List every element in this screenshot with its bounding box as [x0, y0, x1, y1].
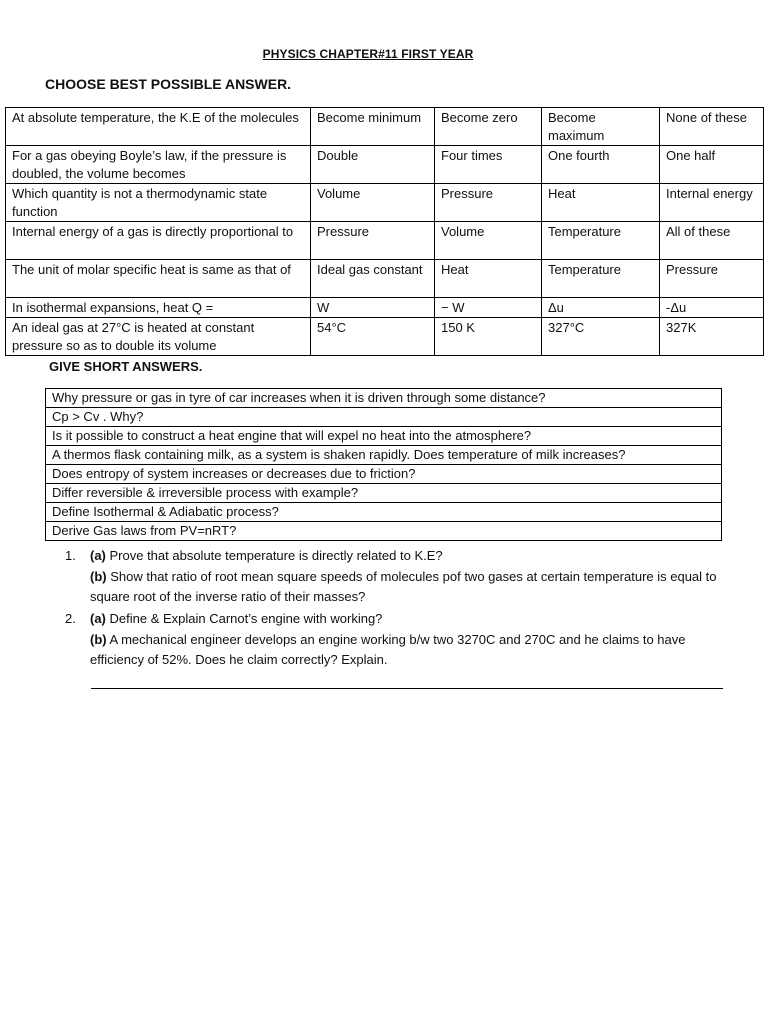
short-question-row: [46, 427, 722, 446]
long-questions-list: [50, 546, 730, 670]
long-question-part: [90, 567, 730, 607]
long-question-part: [90, 546, 730, 566]
short-question-row: [46, 389, 722, 408]
long-question-number: 1.: [65, 548, 76, 563]
mcq-question: At absolute temperature, the K.E of the molecules: [6, 108, 311, 146]
short-answers-table: [45, 388, 722, 541]
part-text: Prove that absolute temperature is directly related to K.E?: [105, 548, 443, 563]
mcq-row: [6, 108, 764, 146]
mcq-row: [6, 260, 764, 298]
short-question-row: [46, 446, 722, 465]
mcq-option-d: -Δu: [660, 298, 764, 318]
short-question-row: [46, 503, 722, 522]
mcq-question: In isothermal expansions, heat Q =: [6, 298, 311, 318]
short-question: Define Isothermal & Adiabatic process?: [46, 503, 722, 522]
mcq-option-d: One half: [660, 146, 764, 184]
short-question: Is it possible to construct a heat engine that will expel no heat into the atmosphere?: [46, 427, 722, 446]
mcq-option-a: Volume: [311, 184, 435, 222]
mcq-option-c: Δu: [542, 298, 660, 318]
mcq-option-a: Become minimum: [311, 108, 435, 146]
part-label: (b): [90, 569, 107, 584]
mcq-option-d: None of these: [660, 108, 764, 146]
divider-line: [91, 688, 723, 689]
mcq-option-c: One fourth: [542, 146, 660, 184]
long-question-part: [90, 630, 730, 670]
short-question: Differ reversible & irreversible process with example?: [46, 484, 722, 503]
long-question-number: 2.: [65, 611, 76, 626]
page-title: PHYSICS CHAPTER#11 FIRST YEAR: [262, 47, 474, 61]
part-text: Define & Explain Carnot’s engine with working?: [105, 611, 383, 626]
mcq-option-c: Heat: [542, 184, 660, 222]
part-text: Show that ratio of root mean square speeds of molecules pof two gases at certain temperature is equal to square root of the inverse ratio of their masses?: [90, 569, 717, 604]
mcq-option-a: Double: [311, 146, 435, 184]
short-question-row: [46, 408, 722, 427]
mcq-row: [6, 222, 764, 260]
long-question-part: [90, 609, 730, 629]
mcq-heading: CHOOSE BEST POSSIBLE ANSWER.: [45, 76, 292, 92]
mcq-question: Internal energy of a gas is directly proportional to: [6, 222, 311, 260]
mcq-option-c: 327°C: [542, 318, 660, 356]
long-question-2: [50, 609, 730, 670]
mcq-option-d: Internal energy: [660, 184, 764, 222]
mcq-option-c: Temperature: [542, 222, 660, 260]
short-question: Why pressure or gas in tyre of car increases when it is driven through some distance?: [46, 389, 722, 408]
short-question: Cp > Cv . Why?: [46, 408, 722, 427]
mcq-question: The unit of molar specific heat is same as that of: [6, 260, 311, 298]
mcq-question: For a gas obeying Boyle’s law, if the pressure is doubled, the volume becomes: [6, 146, 311, 184]
part-label: (a): [90, 548, 106, 563]
mcq-option-d: 327K: [660, 318, 764, 356]
mcq-question: Which quantity is not a thermodynamic state function: [6, 184, 311, 222]
part-text: A mechanical engineer develops an engine working b/w two 3270C and 270C and he claims to have efficiency of 52%. Does he claim correctly? Explain.: [90, 632, 686, 667]
mcq-question: An ideal gas at 27°C is heated at constant pressure so as to double its volume: [6, 318, 311, 356]
mcq-option-a: W: [311, 298, 435, 318]
short-question: Does entropy of system increases or decreases due to friction?: [46, 465, 722, 484]
short-question-row: [46, 465, 722, 484]
mcq-option-b: Become zero: [435, 108, 542, 146]
mcq-table: [5, 107, 764, 356]
mcq-option-b: Heat: [435, 260, 542, 298]
part-label: (a): [90, 611, 106, 626]
short-answers-heading: GIVE SHORT ANSWERS.: [49, 359, 203, 374]
mcq-option-c: Temperature: [542, 260, 660, 298]
mcq-row: [6, 318, 764, 356]
mcq-row: [6, 146, 764, 184]
long-question-1: [50, 546, 730, 607]
mcq-option-b: 150 K: [435, 318, 542, 356]
mcq-row: [6, 184, 764, 222]
short-question: A thermos flask containing milk, as a system is shaken rapidly. Does temperature of milk increases?: [46, 446, 722, 465]
short-question-row: [46, 484, 722, 503]
mcq-option-b: Four times: [435, 146, 542, 184]
mcq-row: [6, 298, 764, 318]
mcq-option-a: Ideal gas constant: [311, 260, 435, 298]
short-question-row: [46, 522, 722, 541]
mcq-option-d: All of these: [660, 222, 764, 260]
mcq-option-b: Pressure: [435, 184, 542, 222]
mcq-option-a: Pressure: [311, 222, 435, 260]
short-question: Derive Gas laws from PV=nRT?: [46, 522, 722, 541]
mcq-option-b: Volume: [435, 222, 542, 260]
part-label: (b): [90, 632, 107, 647]
mcq-option-a: 54°C: [311, 318, 435, 356]
mcq-option-c: Become maximum: [542, 108, 660, 146]
mcq-option-d: Pressure: [660, 260, 764, 298]
mcq-option-b: − W: [435, 298, 542, 318]
